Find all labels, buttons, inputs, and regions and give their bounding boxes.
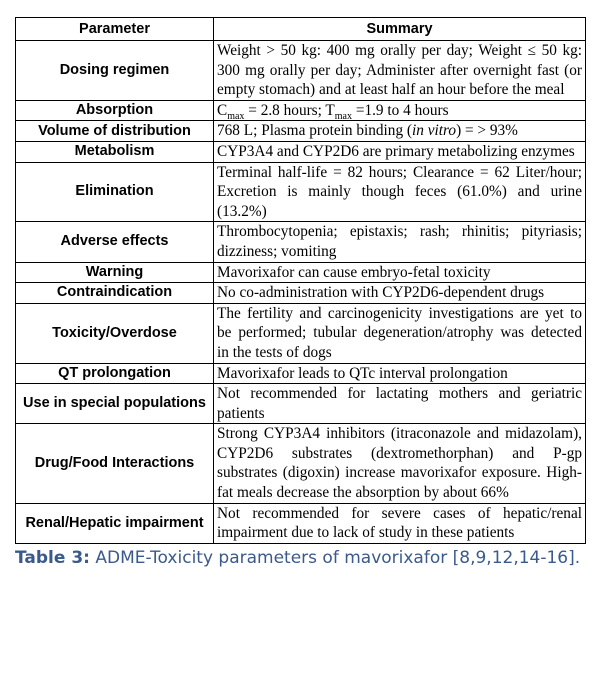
row-summary	[214, 100, 586, 121]
document	[15, 17, 585, 570]
row-parameter: Renal/Hepatic impairment	[16, 503, 214, 543]
row-parameter: Contraindication	[16, 283, 214, 304]
row-parameter: Metabolism	[16, 141, 214, 162]
table-row	[16, 384, 586, 424]
cmax-label: C	[217, 101, 228, 119]
row-summary: No co-administration with CYP2D6-dependent drugs	[214, 283, 586, 304]
header-summary: Summary	[214, 18, 586, 41]
row-summary: Strong CYP3A4 inhibitors (itraconazole and midazolam), CYP2D6 substrates (dextromethorphan) and P-gp substrates (digoxin) increase mavorixafor exposure. High-fat meals decrease the absorption by about 66%	[214, 424, 586, 503]
volume-text-post: ) = > 93%	[456, 122, 518, 140]
table-row	[16, 141, 586, 162]
row-parameter: Dosing regimen	[16, 41, 214, 101]
row-summary: Not recommended for lactating mothers and geriatric patients	[214, 384, 586, 424]
header-parameter: Parameter	[16, 18, 214, 41]
caption-text: ADME-Toxicity parameters of mavorixafor [8,9,12,14-16].	[89, 547, 581, 568]
table-row	[16, 41, 586, 101]
row-parameter: Elimination	[16, 162, 214, 222]
row-summary: Not recommended for severe cases of hepatic/renal impairment due to lack of study in these patients	[214, 503, 586, 543]
table-caption	[15, 546, 585, 570]
volume-text-pre: 768 L; Plasma protein binding (	[217, 122, 413, 140]
row-summary: Mavorixafor can cause embryo-fetal toxicity	[214, 262, 586, 283]
row-parameter: Toxicity/Overdose	[16, 303, 214, 363]
table-row	[16, 363, 586, 384]
row-parameter: Drug/Food Interactions	[16, 424, 214, 503]
row-summary: CYP3A4 and CYP2D6 are primary metabolizing enzymes	[214, 141, 586, 162]
table-row	[16, 222, 586, 262]
row-summary: The fertility and carcinogenicity investigations are yet to be performed; tubular degeneration/atrophy was detected in the tests of dogs	[214, 303, 586, 363]
row-summary: Terminal half-life = 82 hours; Clearance = 62 Liter/hour; Excretion is mainly though feces (61.0%) and urine (13.2%)	[214, 162, 586, 222]
table-row	[16, 303, 586, 363]
row-summary: Thrombocytopenia; epistaxis; rash; rhinitis; pityriasis; dizziness; vomiting	[214, 222, 586, 262]
table-row	[16, 283, 586, 304]
row-parameter: Volume of distribution	[16, 121, 214, 142]
row-parameter: Warning	[16, 262, 214, 283]
tmax-subscript: max	[334, 110, 352, 122]
volume-text-italic: in vitro	[412, 122, 457, 140]
table-row	[16, 424, 586, 503]
row-parameter: Adverse effects	[16, 222, 214, 262]
table-row	[16, 121, 586, 142]
adme-toxicity-table	[15, 17, 586, 544]
row-parameter: Absorption	[16, 100, 214, 121]
row-parameter: QT prolongation	[16, 363, 214, 384]
row-parameter: Use in special populations	[16, 384, 214, 424]
caption-label: Table 3:	[15, 547, 90, 568]
table-row	[16, 100, 586, 121]
row-summary: Mavorixafor leads to QTc interval prolongation	[214, 363, 586, 384]
cmax-value: = 2.8 hours; T	[244, 101, 335, 119]
row-summary: Weight > 50 kg: 400 mg orally per day; Weight ≤ 50 kg: 300 mg orally per day; Administer after overnight fast (or empty stomach) and at least half an hour before the meal	[214, 41, 586, 101]
row-summary	[214, 121, 586, 142]
table-row	[16, 262, 586, 283]
cmax-subscript: max	[227, 110, 245, 122]
table-row	[16, 503, 586, 543]
table-row	[16, 162, 586, 222]
table-header-row	[16, 18, 586, 41]
tmax-value: =1.9 to 4 hours	[352, 101, 449, 119]
